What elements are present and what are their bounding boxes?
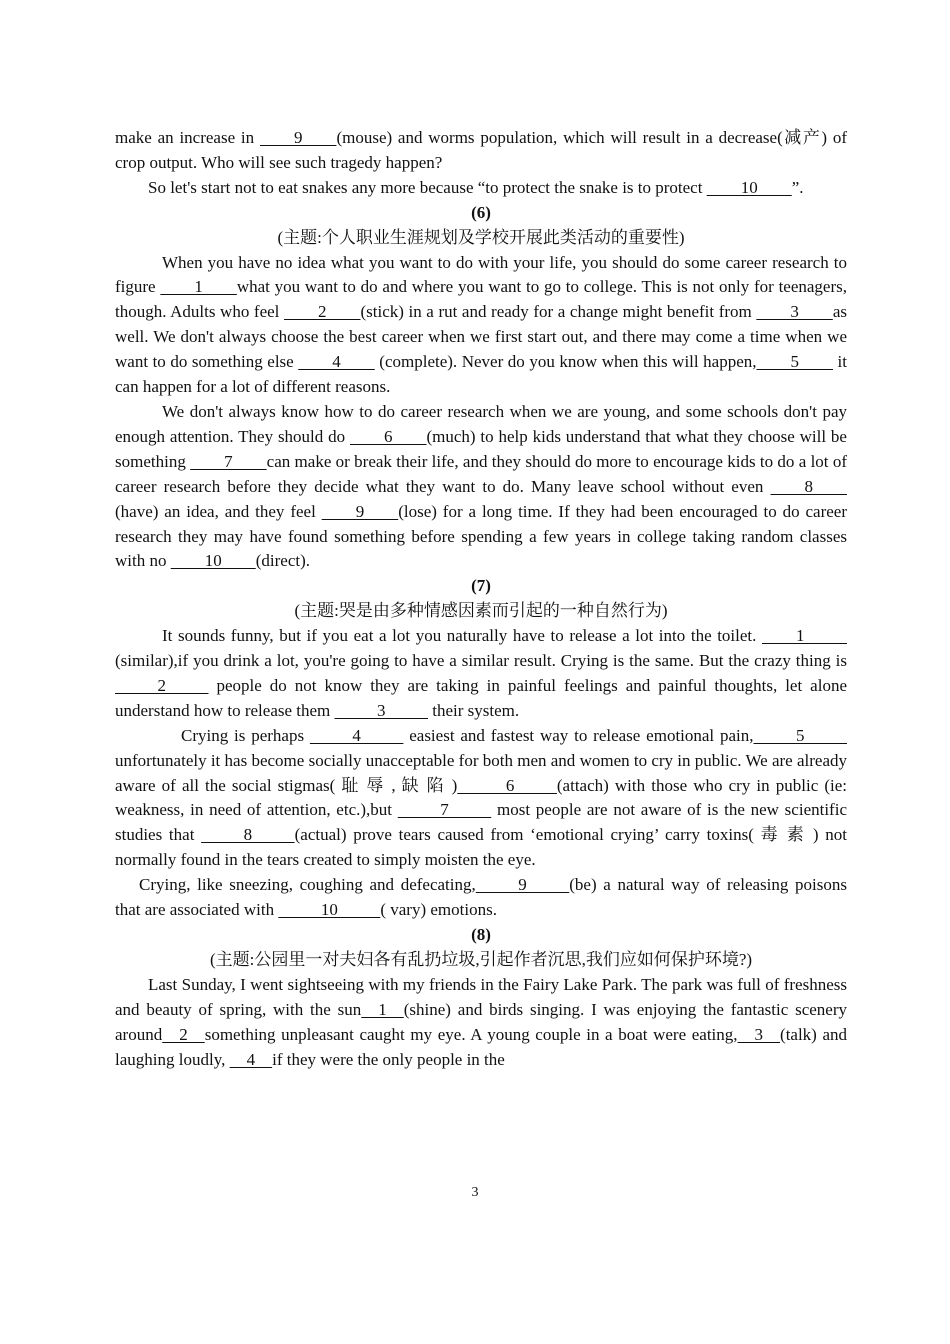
text-run: their system. bbox=[428, 700, 520, 720]
section-7-paragraph-2 bbox=[115, 724, 847, 873]
section-8-topic: (主题:公园里一对夫妇各有乱扔垃圾,引起作者沉思,我们应如何保护环境?) bbox=[209, 949, 753, 969]
text-run: (direct). bbox=[255, 551, 311, 571]
answer-blank: 1 bbox=[361, 999, 404, 1019]
text-run: Crying is perhaps bbox=[181, 725, 310, 745]
section-8-heading: (8) bbox=[471, 925, 491, 944]
text-run: When you have no idea what you want to do with your life, you should do some career research to figure bbox=[115, 252, 847, 297]
answer-blank: 5 bbox=[753, 725, 847, 745]
document-body bbox=[115, 126, 847, 1072]
answer-blank: 10 bbox=[278, 900, 381, 920]
text-run: (be) a natural way of releasing poisons that are associated with bbox=[115, 875, 847, 920]
text-run: Crying, like sneezing, coughing and defecating, bbox=[139, 875, 476, 895]
text-run: (lose) for a long time. If they had been encouraged to do career research they may have found something before spending a few years in college taking random classes with no bbox=[115, 501, 847, 571]
text-run: It sounds funny, but if you eat a lot you naturally have to release a lot into the toilet. bbox=[162, 626, 762, 646]
text-run: (complete). Never do you know when this will happen, bbox=[374, 352, 757, 372]
text-run: it can happen for a lot of different reasons. bbox=[115, 352, 847, 397]
text-run: (have) an idea, and they feel bbox=[115, 501, 322, 521]
text-run: We don't always know how to do career research when we are young, and some schools don't pay enough attention. They should do bbox=[115, 401, 847, 446]
section-6-paragraph-2 bbox=[115, 400, 847, 574]
text-run: make an increase in bbox=[115, 128, 260, 147]
text-run: something unpleasant caught my eye. A young couple in a boat were eating, bbox=[204, 1024, 738, 1044]
section-6-heading: (6) bbox=[471, 202, 491, 222]
text-run: (talk) and laughing loudly, bbox=[115, 1024, 848, 1069]
text-run: unfortunately it has become socially unacceptable for both men and women to cry in public. We are already aware of all the social stigmas( 耻 辱 , 缺 陷 ) bbox=[115, 750, 847, 795]
text-run: people do not know they are taking in painful feelings and painful thoughts, let alone understand how to release them bbox=[115, 675, 847, 720]
text-run: ”. bbox=[791, 177, 804, 197]
answer-blank: 4 bbox=[309, 725, 404, 745]
text-run: So let's start not to eat snakes any more because “to protect the snake is to protect bbox=[148, 177, 707, 197]
section-7-paragraph-3 bbox=[115, 873, 847, 923]
page-number: 3 bbox=[471, 1185, 479, 1200]
answer-blank: 8 bbox=[770, 476, 847, 496]
answer-blank: 2 bbox=[162, 1024, 205, 1044]
answer-blank: 2 bbox=[283, 302, 361, 322]
answer-blank: 4 bbox=[298, 352, 375, 372]
text-run: as well. We don't always choose the best career when we first start out, and there may come a time when we want to do something else bbox=[115, 302, 847, 372]
section-8-paragraph-1 bbox=[115, 973, 847, 1073]
text-run: can make or break their life, and they should do more to encourage kids to do a lot of career research before they decide what they want to do. Many leave school without even bbox=[115, 451, 847, 496]
text-run: (attach) with those who cry in public (ie: weakness, in need of attention, etc.),but bbox=[115, 775, 848, 820]
answer-blank: 7 bbox=[397, 800, 492, 820]
answer-blank: 9 bbox=[259, 128, 337, 147]
answer-blank: 9 bbox=[321, 501, 399, 521]
text-run: (actual) prove tears caused from ‘emotional crying’ carry toxins( 毒 素 ) not normally found in the tears created to simply moisten the eye. bbox=[115, 825, 847, 870]
text-run: ( vary) emotions. bbox=[380, 900, 497, 920]
passage-5-continuation bbox=[115, 126, 847, 176]
section-7-heading: (7) bbox=[471, 576, 491, 596]
text-run: Last Sunday, I went sightseeing with my friends in the Fairy Lake Park. The park was full of freshness and beauty of spring, with the sun bbox=[115, 974, 847, 1019]
answer-blank: 3 bbox=[737, 1024, 781, 1044]
text-run: most people are not aware of is the new scientific studies that bbox=[115, 800, 847, 845]
text-run: what you want to do and where you want to go to college. This is not only for teenagers, though. Adults who feel bbox=[115, 277, 847, 322]
answer-blank: 1 bbox=[762, 626, 847, 646]
text-run: easiest and fastest way to release emotional pain, bbox=[403, 725, 754, 745]
answer-blank: 9 bbox=[475, 875, 570, 895]
section-6-topic: (主题:个人职业生涯规划及学校开展此类活动的重要性) bbox=[277, 227, 685, 247]
answer-blank: 6 bbox=[457, 775, 557, 795]
section-7-topic: (主题:哭是由多种情感因素而引起的一种自然行为) bbox=[294, 601, 668, 621]
text-run: (shine) and birds singing. I was enjoying the fantastic scenery around bbox=[115, 999, 847, 1044]
answer-blank: 10 bbox=[170, 551, 256, 571]
section-6-paragraph-1 bbox=[115, 251, 847, 400]
answer-blank: 5 bbox=[756, 352, 833, 372]
answer-blank: 4 bbox=[229, 1049, 273, 1069]
text-run: (similar),if you drink a lot, you're going to have a similar result. Crying is the same. But the crazy thing is bbox=[115, 651, 847, 671]
passage-5-closing bbox=[115, 176, 847, 201]
text-run: (much) to help kids understand that what they choose will be something bbox=[115, 426, 847, 471]
text-run: if they were the only people in the bbox=[272, 1049, 505, 1069]
answer-blank: 3 bbox=[756, 302, 833, 322]
text-run: (stick) in a rut and ready for a change might benefit from bbox=[360, 302, 757, 322]
answer-blank: 8 bbox=[201, 825, 295, 845]
answer-blank: 7 bbox=[190, 451, 267, 471]
answer-blank: 2 bbox=[115, 675, 209, 695]
answer-blank: 6 bbox=[349, 426, 427, 446]
answer-blank: 3 bbox=[334, 700, 429, 720]
section-7-paragraph-1 bbox=[115, 624, 847, 724]
answer-blank: 10 bbox=[706, 177, 792, 197]
text-run: (mouse) and worms population, which will result in a decrease(减产) of crop output. Who will see such tragedy happen? bbox=[115, 128, 847, 172]
answer-blank: 1 bbox=[160, 277, 237, 297]
